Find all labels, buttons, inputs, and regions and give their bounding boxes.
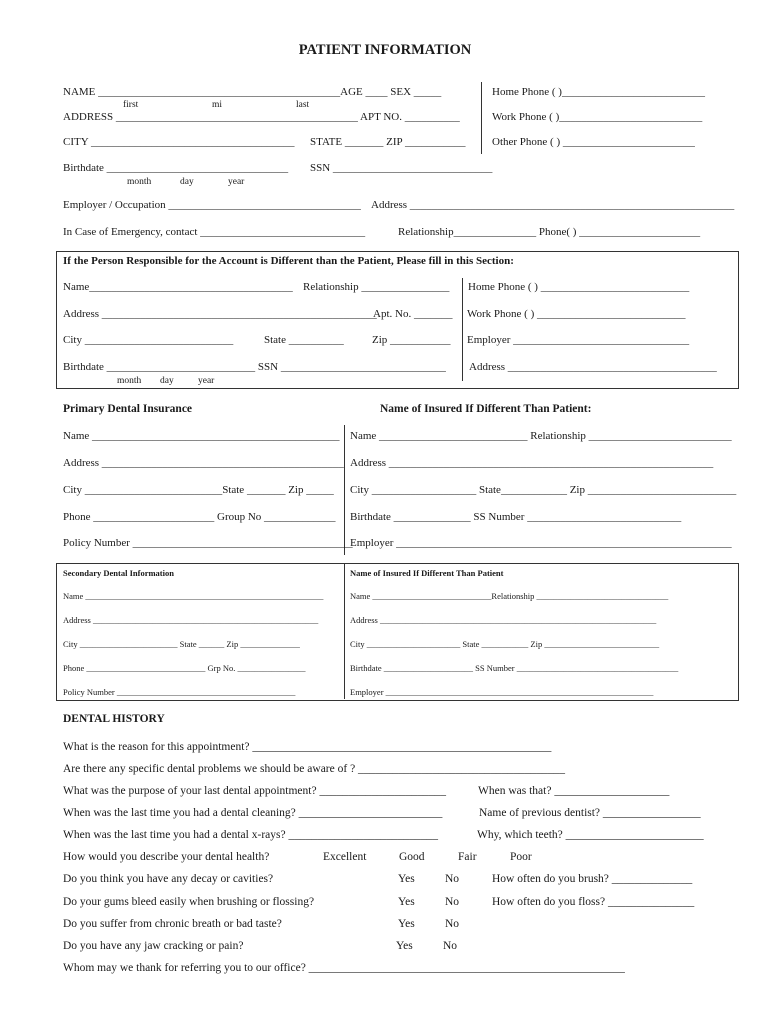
responsible-party-header: If the Person Responsible for the Account is Different than the Patient, Please fill in this Section: bbox=[63, 255, 514, 267]
responsible-address2-field[interactable]: Address ______________________________________ bbox=[469, 361, 717, 373]
emergency-contact-field[interactable]: In Case of Emergency, contact ______________________________ bbox=[63, 226, 366, 238]
birthdate-day-caption: day bbox=[180, 177, 194, 187]
employer-occupation-field[interactable]: Employer / Occupation ___________________________________ bbox=[63, 199, 361, 211]
ssn-field[interactable]: SSN _____________________________ bbox=[310, 162, 493, 174]
responsible-apt-field[interactable]: Apt. No. _______ bbox=[373, 308, 453, 320]
primary-policy-number-field[interactable]: Policy Number ________________________________________ bbox=[63, 537, 353, 549]
primary-name-field[interactable]: Name _____________________________________________ bbox=[63, 430, 340, 442]
last-appointment-when-field[interactable]: When was that? ____________________ bbox=[478, 785, 670, 797]
responsible-birthdate-ssn-field[interactable]: Birthdate ___________________________ SSN ______________________________ bbox=[63, 361, 446, 373]
secondary-phone-group-field[interactable]: Phone ____________________________ Grp No. ________________ bbox=[63, 663, 306, 673]
secondary-city-state-zip-field[interactable]: City _______________________ State ______ Zip ______________ bbox=[63, 639, 300, 649]
previous-dentist-field[interactable]: Name of previous dentist? _________________ bbox=[479, 807, 701, 819]
decay-no-option[interactable]: No bbox=[445, 873, 460, 885]
secondary-insurance-section bbox=[56, 563, 739, 701]
referral-field[interactable]: Whom may we thank for referring you to our office? _______________________________________________________ bbox=[63, 962, 625, 974]
secondary-insured-header: Name of Insured If Different Than Patient bbox=[350, 568, 504, 578]
name-first-caption: first bbox=[123, 100, 139, 110]
employer-address-field[interactable]: Address ___________________________________________________________ bbox=[371, 199, 735, 211]
secondary-insured-employer-field[interactable]: Employer _______________________________________________________________ bbox=[350, 687, 654, 697]
reason-for-appointment-field[interactable]: What is the reason for this appointment? ____________________________________________________ bbox=[63, 741, 552, 753]
dental-health-poor-option[interactable]: Poor bbox=[510, 851, 532, 863]
dental-history-header: DENTAL HISTORY bbox=[63, 713, 165, 725]
primary-column-divider bbox=[344, 425, 345, 555]
decay-question: Do you think you have any decay or cavities? bbox=[63, 873, 274, 885]
primary-insured-city-field[interactable]: City ___________________ State____________ Zip ___________________________ bbox=[350, 484, 737, 496]
birthdate-field[interactable]: Birthdate _________________________________ bbox=[63, 162, 289, 174]
address-apt-field[interactable]: ADDRESS ____________________________________________ APT NO. __________ bbox=[63, 111, 460, 123]
primary-insured-header: Name of Insured If Different Than Patient: bbox=[380, 403, 592, 415]
responsible-column-divider bbox=[462, 278, 463, 381]
other-phone-field[interactable]: Other Phone ( ) ________________________ bbox=[492, 136, 695, 148]
emergency-relationship-phone-field[interactable]: Relationship_______________ Phone( ) ______________________ bbox=[398, 226, 701, 238]
name-mi-caption: mi bbox=[212, 100, 223, 110]
page-title: PATIENT INFORMATION bbox=[298, 42, 472, 58]
bad-breath-yes-option[interactable]: Yes bbox=[398, 918, 415, 930]
city-field[interactable]: CITY _____________________________________ bbox=[63, 136, 295, 148]
responsible-relationship-field[interactable]: Relationship ________________ bbox=[303, 281, 450, 293]
last-cleaning-field[interactable]: When was the last time you had a dental cleaning? _________________________ bbox=[63, 807, 443, 819]
dental-health-good-option[interactable]: Good bbox=[399, 851, 425, 863]
last-xrays-field[interactable]: When was the last time you had a dental x-rays? __________________________ bbox=[63, 829, 438, 841]
responsible-state-field[interactable]: State __________ bbox=[264, 334, 344, 346]
birthdate-month-caption: month bbox=[127, 177, 152, 187]
secondary-address-field[interactable]: Address _____________________________________________________ bbox=[63, 615, 319, 625]
responsible-month-caption: month bbox=[117, 376, 142, 386]
name-age-sex-field[interactable]: NAME ____________________________________________AGE ____ SEX _____ bbox=[63, 86, 442, 98]
primary-address-field[interactable]: Address ____________________________________________ bbox=[63, 457, 344, 469]
dental-health-fair-option[interactable]: Fair bbox=[458, 851, 477, 863]
primary-insured-address-field[interactable]: Address ___________________________________________________________ bbox=[350, 457, 714, 469]
secondary-insured-name-field[interactable]: Name ____________________________Relationship _______________________________ bbox=[350, 591, 669, 601]
responsible-home-phone-field[interactable]: Home Phone ( ) ___________________________ bbox=[468, 281, 690, 293]
work-phone-field[interactable]: Work Phone ( )__________________________ bbox=[492, 111, 703, 123]
bad-breath-no-option[interactable]: No bbox=[445, 918, 460, 930]
responsible-name-field[interactable]: Name_____________________________________ bbox=[63, 281, 293, 293]
responsible-zip-field[interactable]: Zip ___________ bbox=[372, 334, 451, 346]
responsible-year-caption: year bbox=[198, 376, 215, 386]
primary-phone-group-field[interactable]: Phone ______________________ Group No _____________ bbox=[63, 511, 336, 523]
specific-problems-field[interactable]: Are there any specific dental problems we should be aware of ? ____________________________________ bbox=[63, 763, 566, 775]
responsible-address-field[interactable]: Address __________________________________________________ bbox=[63, 308, 377, 320]
gums-bleed-yes-option[interactable]: Yes bbox=[398, 896, 415, 908]
primary-insured-name-field[interactable]: Name ___________________________ Relationship __________________________ bbox=[350, 430, 732, 442]
secondary-insured-address-field[interactable]: Address _________________________________________________________________ bbox=[350, 615, 657, 625]
last-appointment-purpose-field[interactable]: What was the purpose of your last dental appointment? ______________________ bbox=[63, 785, 446, 797]
jaw-pain-question: Do you have any jaw cracking or pain? bbox=[63, 940, 244, 952]
secondary-insured-city-field[interactable]: City ______________________ State ___________ Zip ___________________________ bbox=[350, 639, 660, 649]
primary-city-state-zip-field[interactable]: City _________________________State _______ Zip _____ bbox=[63, 484, 334, 496]
gums-bleed-question: Do your gums bleed easily when brushing or flossing? bbox=[63, 896, 315, 908]
floss-frequency-field[interactable]: How often do you floss? _______________ bbox=[492, 896, 695, 908]
decay-yes-option[interactable]: Yes bbox=[398, 873, 415, 885]
primary-insurance-header: Primary Dental Insurance bbox=[63, 403, 193, 415]
jaw-pain-no-option[interactable]: No bbox=[443, 940, 458, 952]
secondary-policy-number-field[interactable]: Policy Number __________________________________________ bbox=[63, 687, 296, 697]
secondary-insurance-header: Secondary Dental Information bbox=[63, 568, 174, 578]
state-zip-field[interactable]: STATE _______ ZIP ___________ bbox=[310, 136, 466, 148]
secondary-name-field[interactable]: Name ________________________________________________________ bbox=[63, 591, 324, 601]
responsible-day-caption: day bbox=[160, 376, 174, 386]
bad-breath-question: Do you suffer from chronic breath or bad taste? bbox=[63, 918, 282, 930]
dental-health-excellent-option[interactable]: Excellent bbox=[323, 851, 367, 863]
secondary-column-divider bbox=[344, 564, 345, 699]
responsible-work-phone-field[interactable]: Work Phone ( ) ___________________________ bbox=[467, 308, 686, 320]
brush-frequency-field[interactable]: How often do you brush? ______________ bbox=[492, 873, 693, 885]
phone-column-divider bbox=[481, 82, 482, 154]
home-phone-field[interactable]: Home Phone ( )__________________________ bbox=[492, 86, 705, 98]
secondary-insured-birthdate-field[interactable]: Birthdate _____________________ SS Number ______________________________________ bbox=[350, 663, 679, 673]
primary-insured-employer-field[interactable]: Employer _____________________________________________________________ bbox=[350, 537, 732, 549]
jaw-pain-yes-option[interactable]: Yes bbox=[396, 940, 413, 952]
responsible-employer-field[interactable]: Employer ________________________________ bbox=[467, 334, 690, 346]
birthdate-year-caption: year bbox=[228, 177, 245, 187]
which-teeth-field[interactable]: Why, which teeth? ________________________ bbox=[477, 829, 704, 841]
name-last-caption: last bbox=[296, 100, 310, 110]
primary-insured-birthdate-field[interactable]: Birthdate ______________ SS Number ____________________________ bbox=[350, 511, 682, 523]
dental-health-question: How would you describe your dental health? bbox=[63, 851, 270, 863]
gums-bleed-no-option[interactable]: No bbox=[445, 896, 460, 908]
responsible-city-field[interactable]: City ___________________________ bbox=[63, 334, 234, 346]
